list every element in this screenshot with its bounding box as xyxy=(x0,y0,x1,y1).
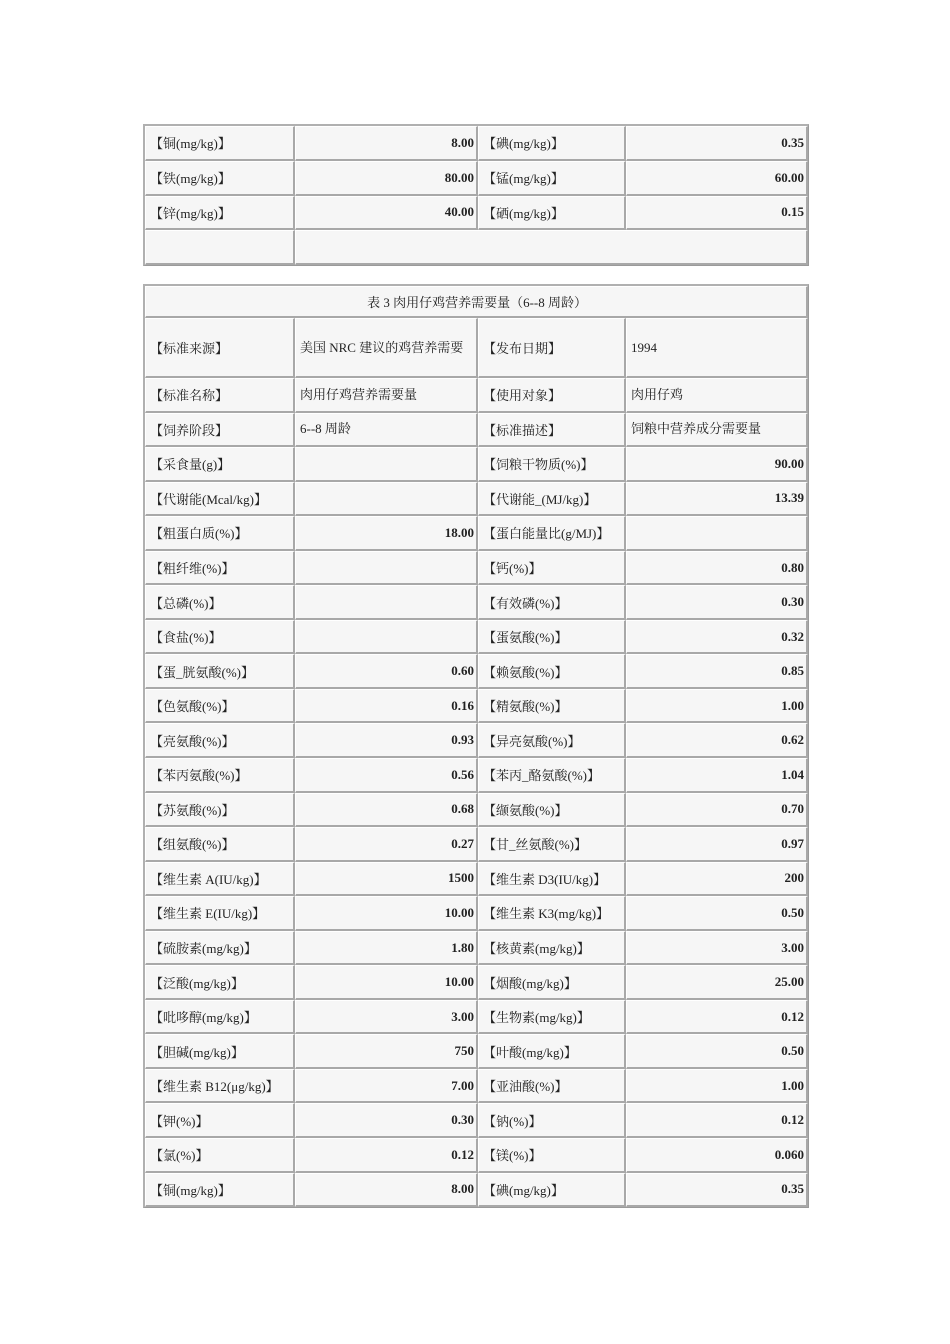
field-value: 0.060 xyxy=(626,1138,808,1173)
field-label: 【总磷(%)】 xyxy=(145,585,295,620)
field-value: 0.50 xyxy=(626,896,808,931)
field-label: 【精氨酸(%)】 xyxy=(478,689,626,724)
empty-cell xyxy=(145,230,295,265)
table-row xyxy=(145,516,808,551)
nutrient-table-6-8-weeks xyxy=(143,284,809,1208)
field-label: 【维生素 B12(μg/kg)】 xyxy=(145,1069,295,1104)
field-value: 0.12 xyxy=(626,1103,808,1138)
nutrient-table-continued xyxy=(143,124,809,266)
field-label: 【亚油酸(%)】 xyxy=(478,1069,626,1104)
field-label: 【组氨酸(%)】 xyxy=(145,827,295,862)
field-value: 0.93 xyxy=(295,723,478,758)
field-value: 0.15 xyxy=(626,196,808,231)
field-label: 【亮氨酸(%)】 xyxy=(145,723,295,758)
table-row xyxy=(145,318,808,378)
field-label: 【粗纤维(%)】 xyxy=(145,551,295,586)
field-value: 200 xyxy=(626,862,808,897)
table-row xyxy=(145,965,808,1000)
field-value: 肉用仔鸡营养需要量 xyxy=(295,378,478,413)
table-row xyxy=(145,126,808,161)
field-label: 【食盐(%)】 xyxy=(145,620,295,655)
field-value: 0.80 xyxy=(626,551,808,586)
field-value: 0.68 xyxy=(295,793,478,828)
field-label: 【标准描述】 xyxy=(478,413,626,448)
field-label: 【色氨酸(%)】 xyxy=(145,689,295,724)
field-value: 13.39 xyxy=(626,482,808,517)
field-label: 【蛋_胱氨酸(%)】 xyxy=(145,654,295,689)
field-label: 【泛酸(mg/kg)】 xyxy=(145,965,295,1000)
field-label: 【标准名称】 xyxy=(145,378,295,413)
field-label: 【硒(mg/kg)】 xyxy=(478,196,626,231)
field-label: 【钙(%)】 xyxy=(478,551,626,586)
field-value: 0.16 xyxy=(295,689,478,724)
field-label: 【铜(mg/kg)】 xyxy=(145,126,295,161)
field-label: 【饲养阶段】 xyxy=(145,413,295,448)
field-label: 【钾(%)】 xyxy=(145,1103,295,1138)
field-value xyxy=(295,482,478,517)
table-row xyxy=(145,1000,808,1035)
field-label: 【维生素 A(IU/kg)】 xyxy=(145,862,295,897)
field-label: 【锰(mg/kg)】 xyxy=(478,161,626,196)
field-value: 1500 xyxy=(295,862,478,897)
table-row xyxy=(145,1103,808,1138)
table-row xyxy=(145,551,808,586)
table-row xyxy=(145,482,808,517)
field-value: 40.00 xyxy=(295,196,478,231)
field-label: 【甘_丝氨酸(%)】 xyxy=(478,827,626,862)
field-value: 0.35 xyxy=(626,126,808,161)
table-row xyxy=(145,689,808,724)
field-label: 【采食量(g)】 xyxy=(145,447,295,482)
field-value: 8.00 xyxy=(295,1173,478,1208)
field-label: 【苏氨酸(%)】 xyxy=(145,793,295,828)
field-value xyxy=(295,585,478,620)
table-body xyxy=(145,126,808,265)
field-label: 【有效磷(%)】 xyxy=(478,585,626,620)
field-value: 1.80 xyxy=(295,931,478,966)
table-row xyxy=(145,758,808,793)
table-row xyxy=(145,931,808,966)
field-label: 【饲粮干物质(%)】 xyxy=(478,447,626,482)
field-value: 0.30 xyxy=(295,1103,478,1138)
table-body xyxy=(145,286,808,1207)
field-value: 0.50 xyxy=(626,1034,808,1069)
field-label: 【粗蛋白质(%)】 xyxy=(145,516,295,551)
field-label: 【维生素 E(IU/kg)】 xyxy=(145,896,295,931)
field-value xyxy=(626,516,808,551)
field-label: 【发布日期】 xyxy=(478,318,626,378)
table-caption-row xyxy=(145,286,808,318)
table-row xyxy=(145,620,808,655)
table-row xyxy=(145,161,808,196)
table-row xyxy=(145,378,808,413)
field-value: 饲粮中营养成分需要量 xyxy=(626,413,808,448)
field-value: 0.97 xyxy=(626,827,808,862)
field-value: 0.35 xyxy=(626,1173,808,1208)
table-row xyxy=(145,196,808,231)
field-label: 【生物素(mg/kg)】 xyxy=(478,1000,626,1035)
field-value: 60.00 xyxy=(626,161,808,196)
field-label: 【铜(mg/kg)】 xyxy=(145,1173,295,1208)
field-label: 【锌(mg/kg)】 xyxy=(145,196,295,231)
field-label: 【苯丙_酪氨酸(%)】 xyxy=(478,758,626,793)
field-label: 【碘(mg/kg)】 xyxy=(478,1173,626,1208)
field-value: 750 xyxy=(295,1034,478,1069)
table-row xyxy=(145,723,808,758)
table-caption: 表 3 肉用仔鸡营养需要量（6--8 周龄） xyxy=(145,286,808,318)
field-label: 【镁(%)】 xyxy=(478,1138,626,1173)
table-row xyxy=(145,1173,808,1208)
table-row xyxy=(145,793,808,828)
table-row xyxy=(145,862,808,897)
empty-cell xyxy=(295,230,808,265)
field-label: 【标准来源】 xyxy=(145,318,295,378)
table-row xyxy=(145,447,808,482)
field-value: 1.00 xyxy=(626,689,808,724)
field-value: 0.27 xyxy=(295,827,478,862)
field-value: 8.00 xyxy=(295,126,478,161)
field-value: 1.00 xyxy=(626,1069,808,1104)
field-label: 【吡哆醇(mg/kg)】 xyxy=(145,1000,295,1035)
field-label: 【叶酸(mg/kg)】 xyxy=(478,1034,626,1069)
field-value: 3.00 xyxy=(626,931,808,966)
field-value: 0.62 xyxy=(626,723,808,758)
field-label: 【钠(%)】 xyxy=(478,1103,626,1138)
table-row xyxy=(145,1069,808,1104)
field-value: 1.04 xyxy=(626,758,808,793)
field-value xyxy=(295,447,478,482)
field-value: 10.00 xyxy=(295,965,478,1000)
field-value: 0.60 xyxy=(295,654,478,689)
field-value: 6--8 周龄 xyxy=(295,413,478,448)
field-label: 【赖氨酸(%)】 xyxy=(478,654,626,689)
field-value: 美国 NRC 建议的鸡营养需要 xyxy=(295,318,478,378)
field-label: 【铁(mg/kg)】 xyxy=(145,161,295,196)
field-label: 【硫胺素(mg/kg)】 xyxy=(145,931,295,966)
field-value: 0.85 xyxy=(626,654,808,689)
field-value xyxy=(295,551,478,586)
field-value: 0.32 xyxy=(626,620,808,655)
field-value: 0.12 xyxy=(626,1000,808,1035)
field-value xyxy=(295,620,478,655)
table-row xyxy=(145,585,808,620)
table-row xyxy=(145,827,808,862)
field-value: 80.00 xyxy=(295,161,478,196)
field-label: 【异亮氨酸(%)】 xyxy=(478,723,626,758)
field-value: 18.00 xyxy=(295,516,478,551)
field-value: 0.70 xyxy=(626,793,808,828)
field-label: 【核黄素(mg/kg)】 xyxy=(478,931,626,966)
field-label: 【烟酸(mg/kg)】 xyxy=(478,965,626,1000)
empty-row xyxy=(145,230,808,265)
field-value: 10.00 xyxy=(295,896,478,931)
table-row xyxy=(145,896,808,931)
field-label: 【蛋白能量比(g/MJ)】 xyxy=(478,516,626,551)
field-label: 【苯丙氨酸(%)】 xyxy=(145,758,295,793)
table-row xyxy=(145,1138,808,1173)
field-value: 肉用仔鸡 xyxy=(626,378,808,413)
field-label: 【氯(%)】 xyxy=(145,1138,295,1173)
field-value: 7.00 xyxy=(295,1069,478,1104)
field-value: 3.00 xyxy=(295,1000,478,1035)
field-value: 25.00 xyxy=(626,965,808,1000)
table-row xyxy=(145,413,808,448)
field-label: 【代谢能_(MJ/kg)】 xyxy=(478,482,626,517)
field-value: 0.30 xyxy=(626,585,808,620)
table-row xyxy=(145,1034,808,1069)
field-label: 【维生素 K3(mg/kg)】 xyxy=(478,896,626,931)
field-label: 【胆碱(mg/kg)】 xyxy=(145,1034,295,1069)
field-value: 1994 xyxy=(626,318,808,378)
field-label: 【维生素 D3(IU/kg)】 xyxy=(478,862,626,897)
field-label: 【蛋氨酸(%)】 xyxy=(478,620,626,655)
field-label: 【使用对象】 xyxy=(478,378,626,413)
table-row xyxy=(145,654,808,689)
field-label: 【缬氨酸(%)】 xyxy=(478,793,626,828)
field-label: 【代谢能(Mcal/kg)】 xyxy=(145,482,295,517)
field-value: 0.56 xyxy=(295,758,478,793)
field-value: 90.00 xyxy=(626,447,808,482)
field-label: 【碘(mg/kg)】 xyxy=(478,126,626,161)
field-value: 0.12 xyxy=(295,1138,478,1173)
